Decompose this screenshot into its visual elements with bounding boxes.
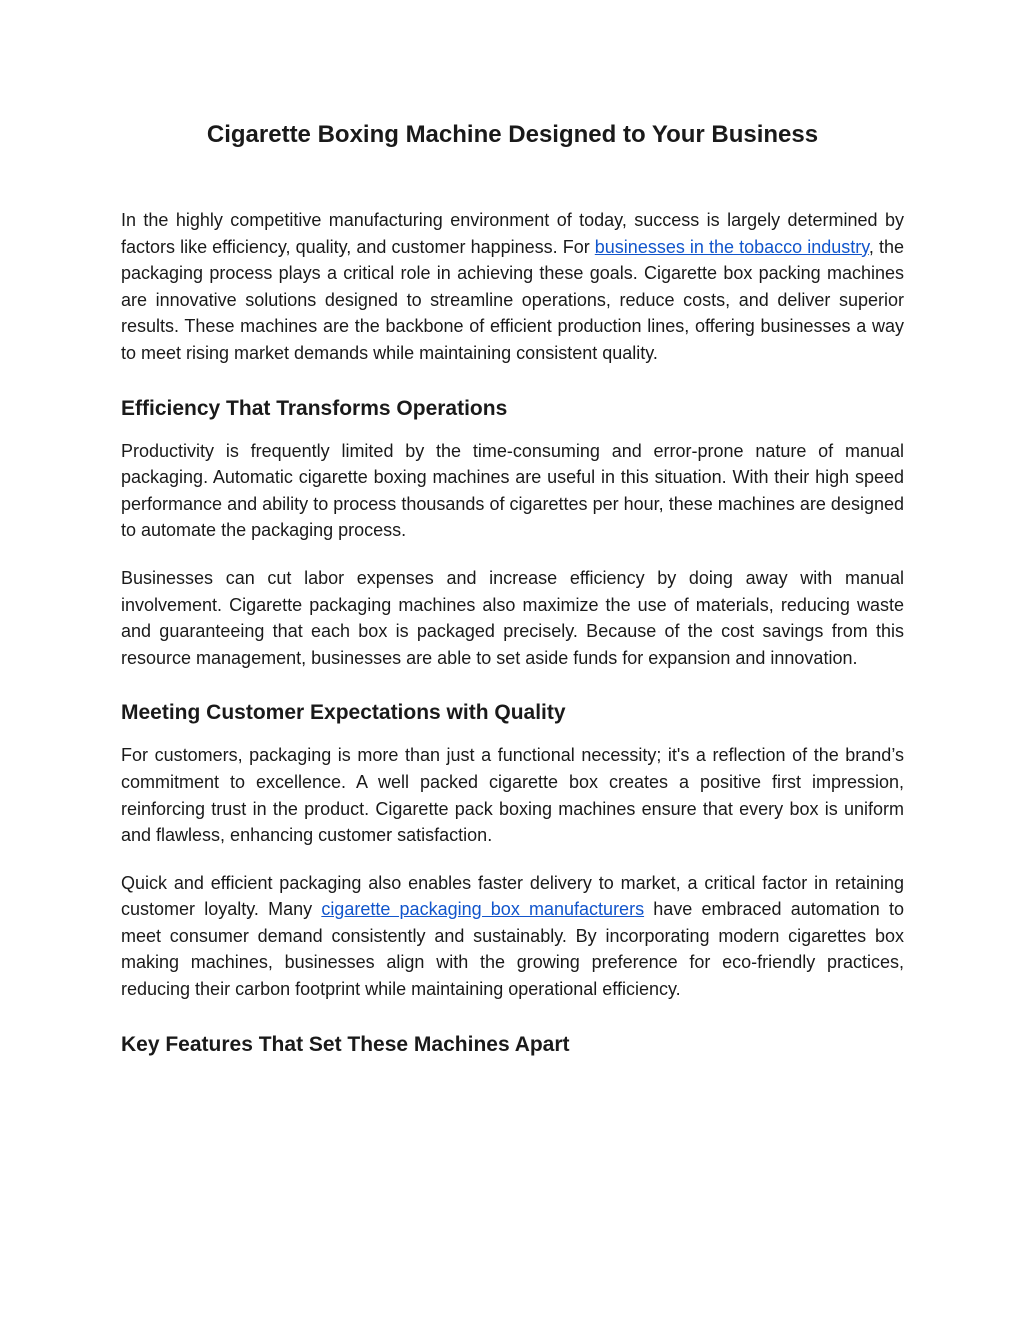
tobacco-industry-link[interactable]: businesses in the tobacco industry <box>594 236 869 257</box>
intro-paragraph <box>121 207 904 367</box>
intro-text-start: In the highly competitive manufacturing environment of today, success is largely determined by factors like efficiency, quality, and customer happiness. For <box>121 210 904 257</box>
efficiency-paragraph-1: Productivity is frequently limited by the time-consuming and error-prone nature of manual packaging. Automatic cigarette boxing machines are useful in this situation. With their high speed performance and ability to process thousands of cigarettes per hour, these machines are designed to automate the packaging process. <box>121 440 904 541</box>
quality-text-start: Quick and efficient packaging also enables faster delivery to market, a critical factor in retaining customer loyalty. Many <box>121 872 904 920</box>
quality-text-end: have embraced automation to meet consumer demand consistently and sustainably. By incorporating modern cigarettes box making machines, businesses align with the growing preference for eco-friendly practices, reducing their carbon footprint while maintaining operational efficiency. <box>121 899 904 1000</box>
quality-paragraph-1: For customers, packaging is more than just a functional necessity; it's a reflection of the brand’s commitment to excellence. A well packed cigarette box creates a positive first impression, reinforcing trust in the product. Cigarette pack boxing machines ensure that every box is uniform and flawless, enhancing customer satisfaction. <box>121 745 904 846</box>
intro-text-end: , the packaging process plays a critical role in achieving these goals. Cigarette box packing machines are innovative solutions designed to streamline operations, reduce costs, and deliver superior results. These machines are the backbone of efficient production lines, offering businesses a way to meet rising market demands while maintaining consistent quality. <box>121 236 904 363</box>
quality-paragraph-2 <box>121 870 904 1003</box>
efficiency-paragraph-2: Businesses can cut labor expenses and increase efficiency by doing away with manual involvement. Cigarette packaging machines also maximize the use of materials, reducing waste and guaranteeing that each box is packaged precisely. Because of the cost savings from this resource management, businesses are able to set aside funds for expansion and innovation. <box>121 567 904 668</box>
document-body <box>121 207 904 1060</box>
section-heading-efficiency: Efficiency That Transforms Operations <box>121 396 508 420</box>
packaging-manufacturers-link[interactable]: cigarette packaging box manufacturers <box>321 899 645 920</box>
document-title: Cigarette Boxing Machine Designed to Your Business <box>206 121 819 148</box>
section-heading-key-features: Key Features That Set These Machines Apart <box>121 1032 570 1056</box>
section-heading-quality: Meeting Customer Expectations with Quality <box>121 701 566 725</box>
